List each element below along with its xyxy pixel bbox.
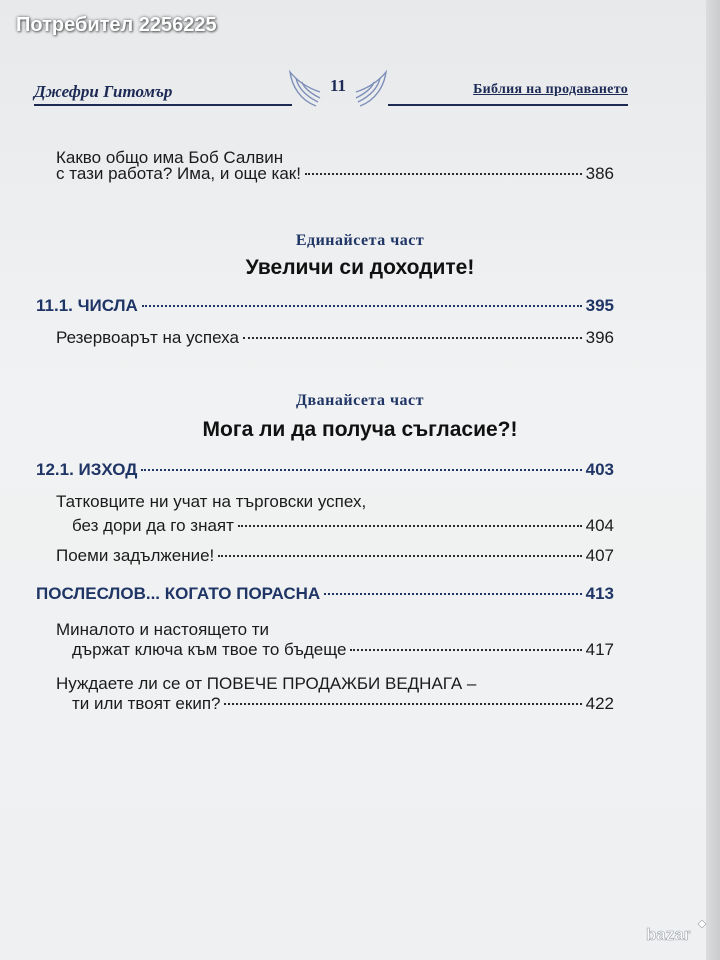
page-number: 11 (329, 76, 347, 95)
toc-entry-fathers (72, 516, 614, 536)
toc-entry-label: Поеми задължение! (56, 546, 215, 565)
toc-chapter-epilogue (36, 584, 614, 604)
part-11-label: Единайсета част (295, 232, 425, 249)
toc-entry-fathers-line1: Татковците ни учат на търговски успех, (56, 492, 367, 511)
part-12-label: Дванайсета част (295, 392, 425, 409)
header-rule-right (388, 104, 628, 106)
toc-entry-more-line1: Нуждаете ли се от ПОВЕЧЕ ПРОДАЖБИ ВЕДНАГА – (56, 674, 477, 693)
toc-page-number: 386 (585, 164, 614, 183)
toc-page-number: 413 (585, 584, 614, 603)
bazar-logo (642, 914, 712, 954)
dot-leader (142, 305, 582, 307)
toc-chapter-label: 12.1. ИЗХОД (36, 460, 138, 479)
toc-entry-past-line1: Миналото и настоящето ти (56, 620, 270, 639)
toc-entry-salvin-line1: Какво общо има Боб Салвин (56, 148, 284, 167)
toc-entry-obligation (56, 546, 614, 566)
toc-entry-salvin-line2: с тази работа? Има, и още как! (56, 164, 301, 183)
toc-chapter-label: ПОСЛЕСЛОВ... КОГАТО ПОРАСНА (36, 584, 321, 603)
toc-chapter-12-1 (36, 460, 614, 480)
svg-text:bazar: bazar (646, 925, 691, 944)
toc-entry-more (72, 694, 614, 714)
toc-entry-past (72, 640, 614, 660)
dot-leader (218, 555, 581, 557)
dot-leader (141, 469, 581, 471)
part-11-title: Увеличи си доходите! (245, 256, 475, 279)
dot-leader (350, 649, 581, 651)
header-author: Джефри Гитомър (34, 82, 173, 101)
toc-entry-more-line2: ти или твоят екип? (72, 694, 221, 713)
toc-page-number: 407 (585, 546, 614, 565)
toc-entry-fathers-line2: без дори да го знаят (72, 516, 234, 535)
toc-chapter-label: 11.1. ЧИСЛА (36, 296, 138, 315)
toc-chapter-11-1 (36, 296, 614, 316)
bazar-logo-icon (642, 914, 712, 954)
toc-page-number: 404 (585, 516, 614, 535)
part-12-title: Мога ли да получа съгласие?! (202, 418, 518, 441)
dot-leader (238, 525, 582, 527)
dot-leader (243, 337, 582, 339)
toc-page-number: 396 (585, 328, 614, 347)
toc-page-number: 403 (585, 460, 614, 479)
header-book-title: Библия на продаването (473, 82, 628, 97)
toc-page-number: 395 (585, 296, 614, 315)
toc-page-number: 422 (585, 694, 614, 713)
toc-entry-past-line2: държат ключа към твое то бъдеще (72, 640, 347, 659)
dot-leader (224, 703, 581, 705)
running-header (28, 72, 628, 112)
toc-page-number: 417 (585, 640, 614, 659)
dot-leader (305, 173, 582, 175)
toc-entry-label: Резервоарът на успеха (56, 328, 239, 347)
header-emblem (286, 66, 390, 116)
dot-leader (324, 593, 581, 595)
toc-entry-salvin (56, 164, 614, 184)
user-watermark: Потребител 2256225 (16, 14, 217, 36)
page-edge (706, 0, 720, 960)
toc-entry-reservoir (56, 328, 614, 348)
header-rule-left (34, 104, 292, 106)
